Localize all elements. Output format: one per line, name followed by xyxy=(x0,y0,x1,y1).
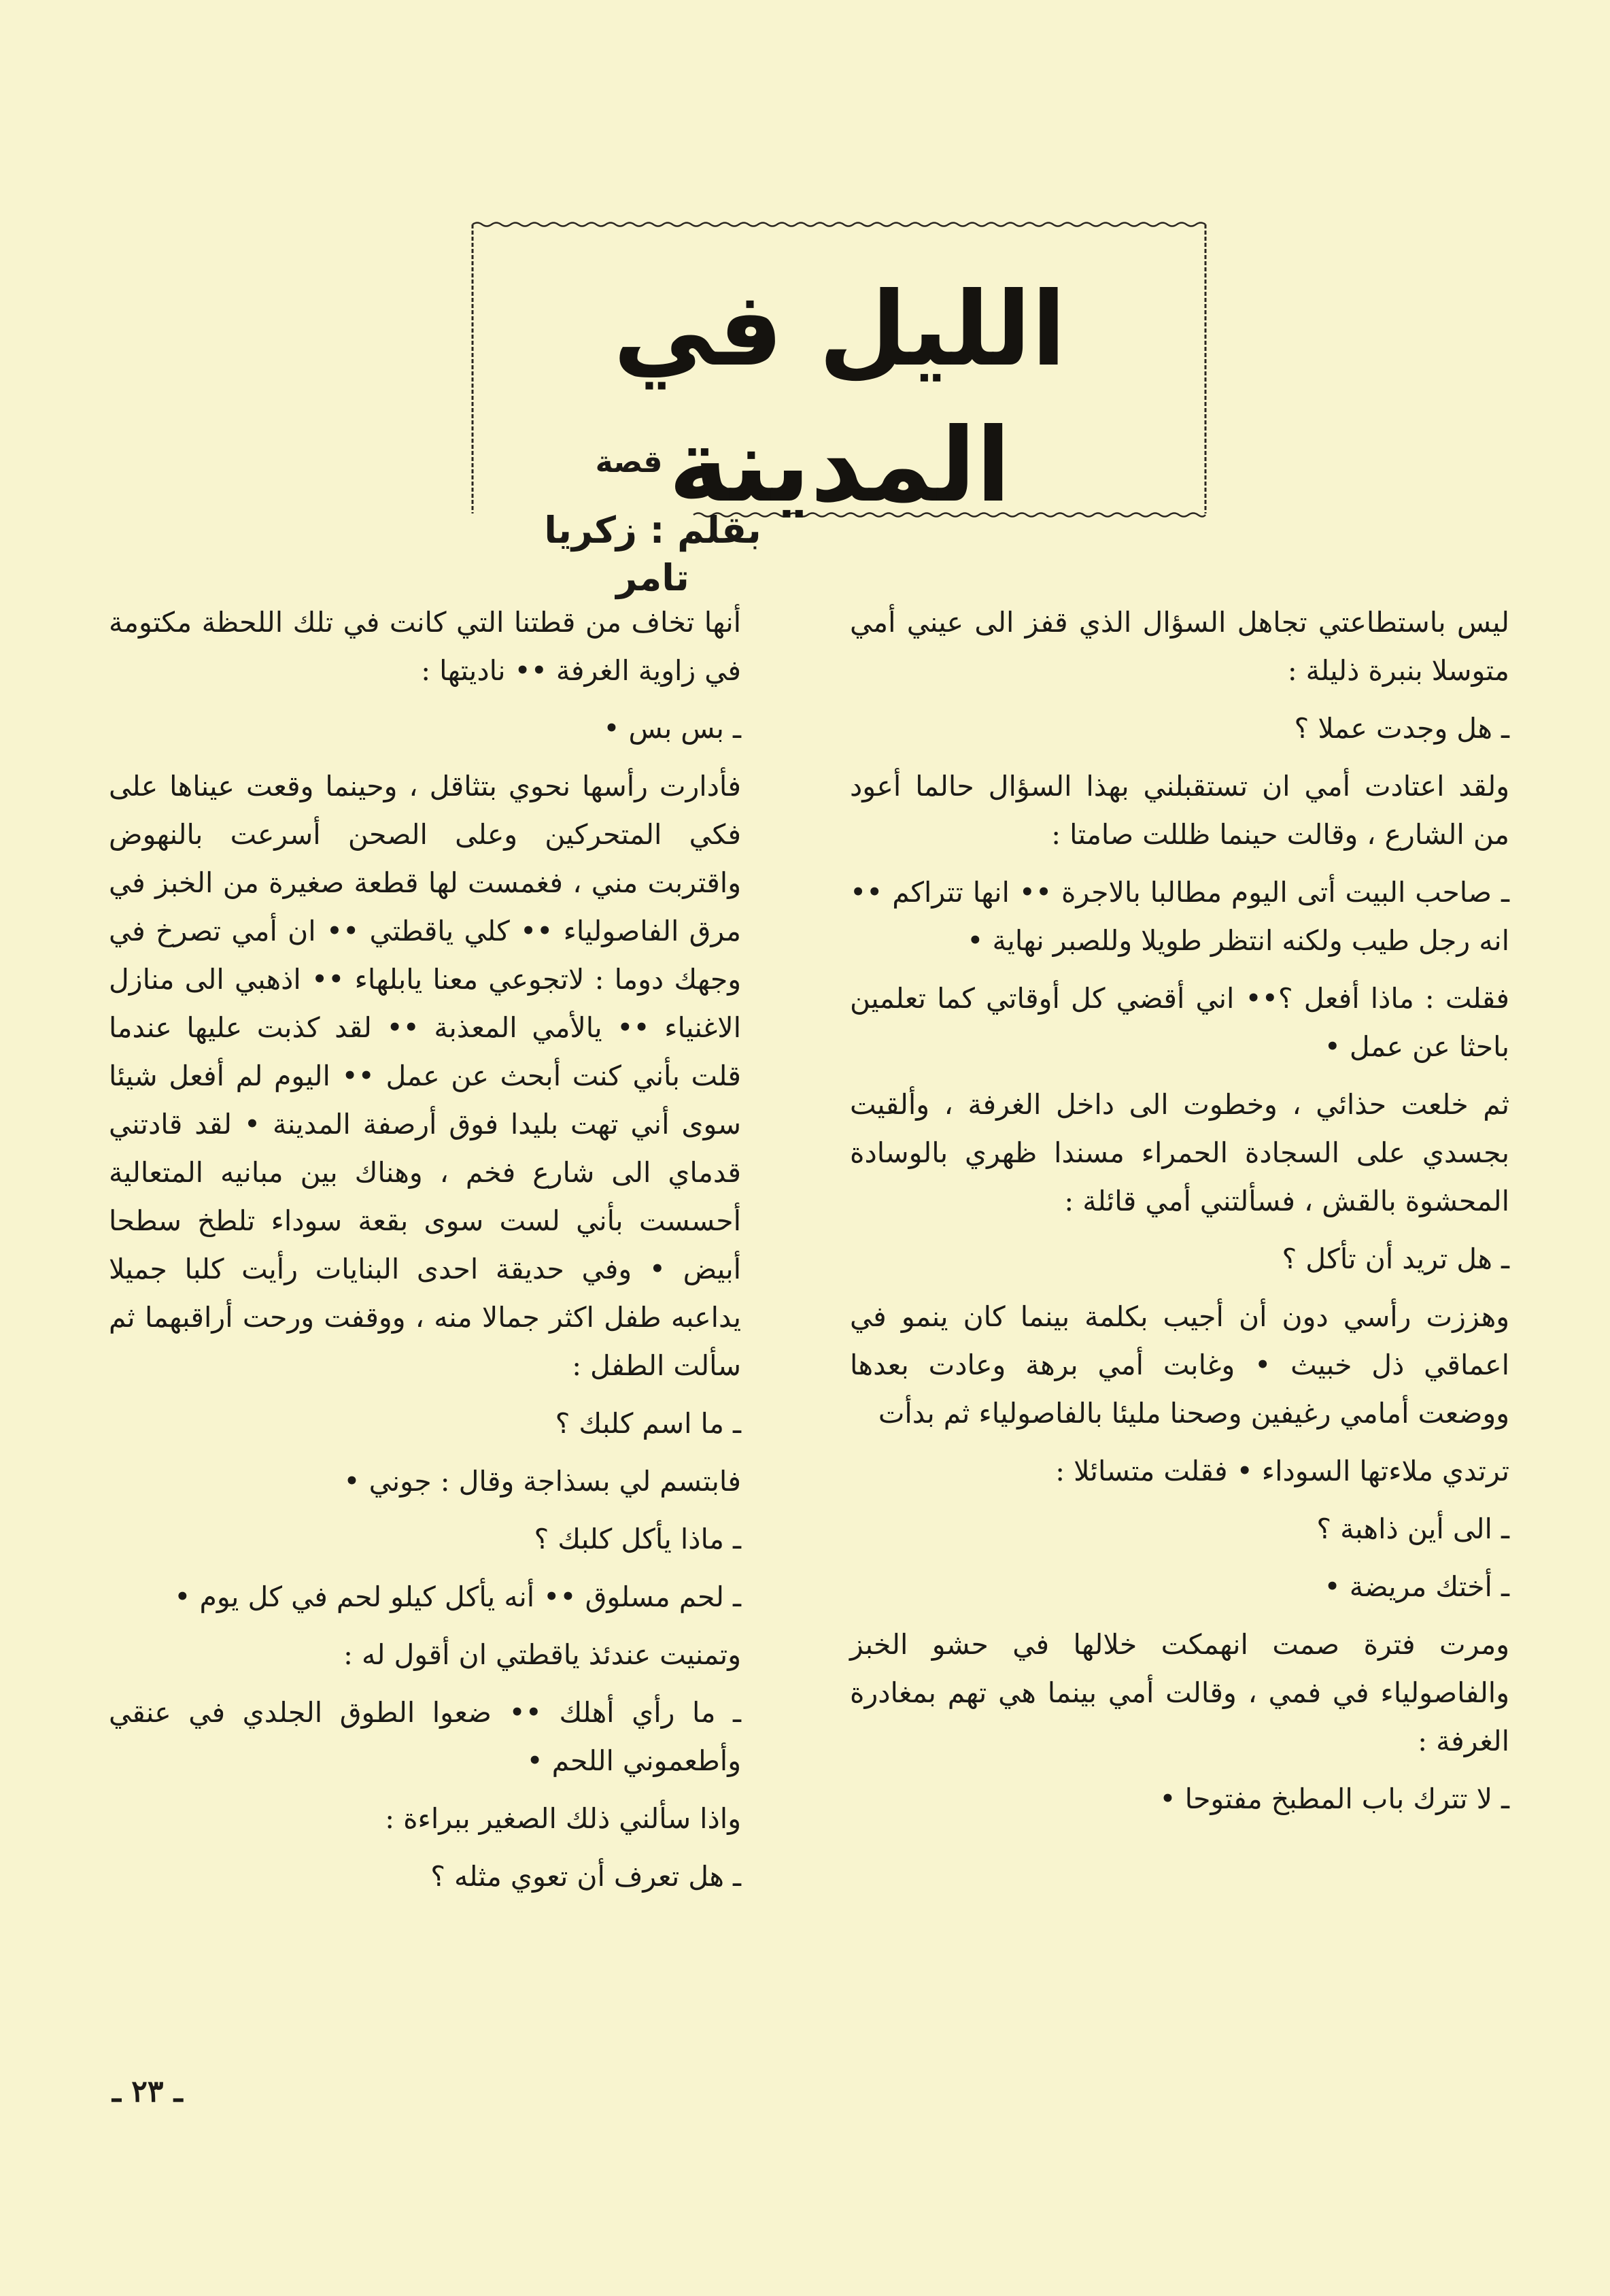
paragraph: ـ هل تريد أن تأكل ؟ xyxy=(1282,1243,1509,1275)
paragraph: ـ أختك مريضة • xyxy=(1324,1570,1509,1603)
left-text-column xyxy=(109,598,741,1910)
paragraph: ـ لحم مسلوق •• أنه يأكل كيلو لحم في كل يوم • xyxy=(174,1581,741,1613)
paragraph: ـ ما اسم كلبك ؟ xyxy=(555,1407,741,1440)
paragraph: ـ هل تعرف أن تعوي مثله ؟ xyxy=(430,1860,741,1893)
right-text-column xyxy=(850,598,1509,1833)
paragraph: ـ بس بس • xyxy=(603,712,741,745)
paragraph: ـ صاحب البيت أتى اليوم مطالبا بالاجرة •• انها تتراكم •• انه رجل طيب ولكنه انتظر طويلا وللصبر نهاية • xyxy=(850,876,1509,957)
paragraph: ـ ما رأي أهلك •• ضعوا الطوق الجلدي في عنقي وأطعموني اللحم • xyxy=(109,1696,741,1777)
paragraph: واذا سألني ذلك الصغير ببراءة : xyxy=(385,1802,741,1835)
paragraph: ولقد اعتادت أمي ان تستقبلني بهذا السؤال حالما أعود من الشارع ، وقالت حينما ظللت صامتا : xyxy=(850,770,1509,851)
article-subtitle: قصة xyxy=(595,445,663,479)
paragraph: فقلت : ماذا أفعل ؟•• اني أقضي كل أوقاتي كما تعلمين باحثا عن عمل • xyxy=(850,982,1509,1063)
paragraph: ومرت فترة صمت انهمكت خلالها في حشو الخبز والفاصولياء في فمي ، وقالت أمي بينما هي تهم بمغادرة الغرفة : xyxy=(850,1628,1509,1757)
article-title: الليل في المدينة xyxy=(613,271,1067,525)
paragraph: ـ لا تترك باب المطبخ مفتوحا • xyxy=(1159,1783,1509,1815)
paragraph: ـ هل وجدت عملا ؟ xyxy=(1294,712,1509,745)
paragraph: ـ الى أين ذاهبة ؟ xyxy=(1316,1513,1509,1545)
paragraph: أنها تخاف من قطتنا التي كانت في تلك اللحظة مكتومة في زاوية الغرفة •• ناديتها : xyxy=(109,606,741,687)
paragraph: ـ ماذا يأكل كلبك ؟ xyxy=(534,1523,741,1555)
paragraph: وهززت رأسي دون أن أجيب بكلمة بينما كان ينمو في اعماقي ذل خبيث • وغابت أمي برهة وعادت بعدها ووضعت أمامي رغيفين وصحنا مليئا بالفاصولياء ثم بدأت xyxy=(850,1300,1509,1430)
paragraph: ثم خلعت حذائي ، وخطوت الى داخل الغرفة ، وألقيت بجسدي على السجادة الحمراء مسندا ظهري بالوسادة المحشوة بالقش ، فسألتني أمي قائلة : xyxy=(850,1088,1509,1217)
paragraph: فأدارت رأسها نحوي بتثاقل ، وحينما وقعت عيناها على فكي المتحركين وعلى الصحن أسرعت بالنهوض واقتربت مني ، فغمست لها قطعة صغيرة من الخبز في مرق الفاصولياء •• كلي ياقطتي •• ان أمي تصرخ في وجهك دوما : لاتجوعي معنا يابلهاء •• اذهبي الى منازل الاغنياء •• يالأمي المعذبة •• لقد كذبت عليها عندما قلت بأني كنت أبحث عن عمل •• اليوم لم أفعل شيئا سوى أني تهت بليدا فوق أرصفة المدينة • لقد قادتني قدماي الى شارع فخم ، وهناك بين مبانيه المتعالية أحسست بأني لست سوى بقعة سوداء تلطخ سطحا أبيض • وفي حديقة احدى البنايات رأيت كلبا جميلا يداعبه طفل اكثر جمالا منه ، ووقفت ورحت أراقبهما ثم سألت الطفل : xyxy=(109,770,741,1382)
paragraph: وتمنيت عندئذ ياقطتي ان أقول له : xyxy=(343,1638,741,1671)
page-number: ـ ٢٣ ـ xyxy=(112,2074,183,2109)
article-byline: بقلم : زكريا تامر xyxy=(544,509,761,599)
paragraph: فابتسم لي بسذاجة وقال : جوني • xyxy=(343,1465,741,1498)
paragraph: ترتدي ملاءتها السوداء • فقلت متسائلا : xyxy=(1055,1455,1509,1487)
paragraph: ليس باستطاعتي تجاهل السؤال الذي قفز الى عيني أمي متوسلا بنبرة ذليلة : xyxy=(850,606,1509,687)
